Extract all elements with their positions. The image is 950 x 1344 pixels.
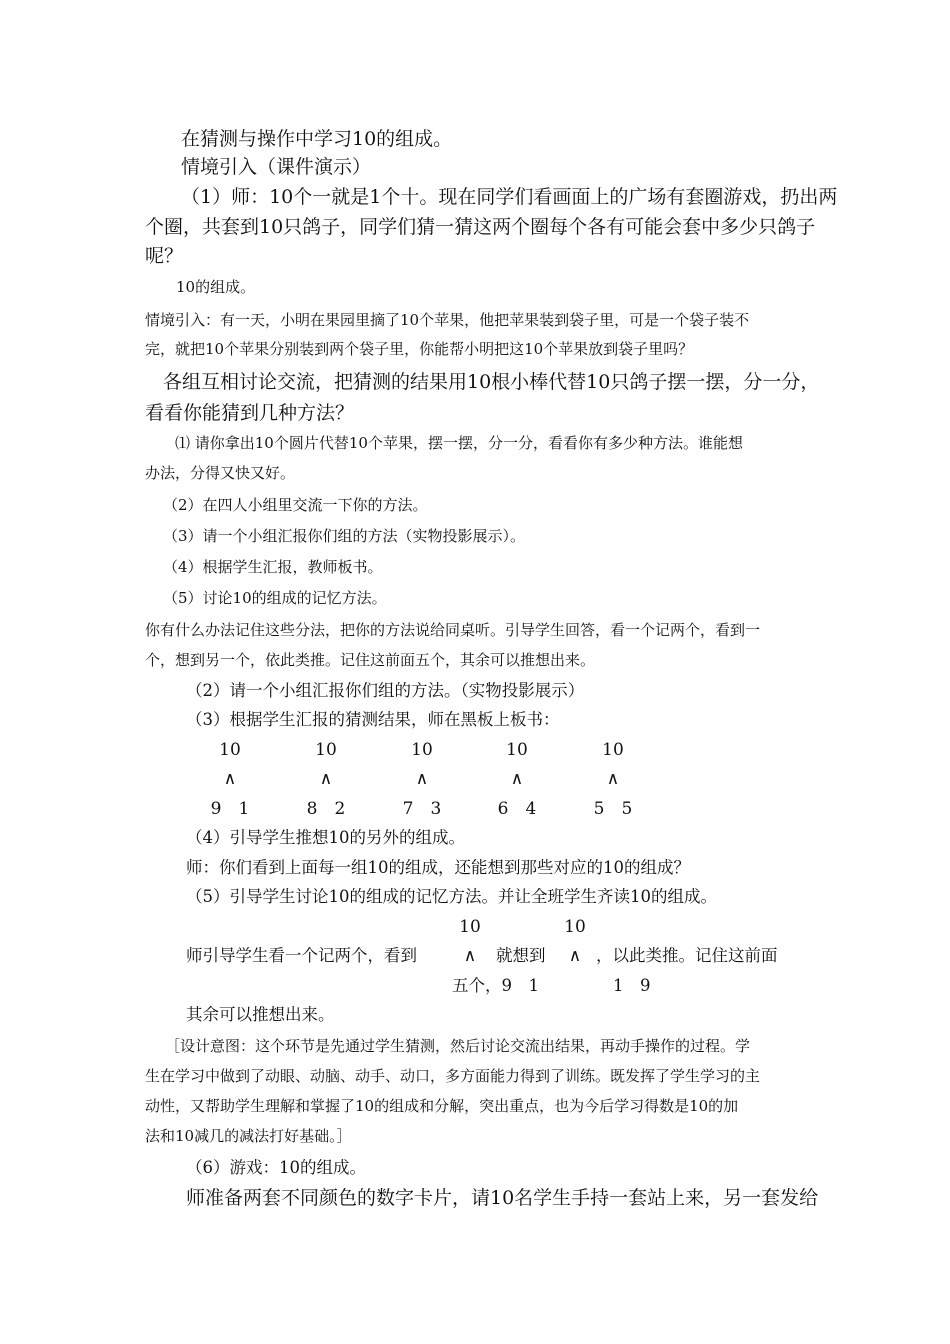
text-line: （4）根据学生汇报，教师板书。 <box>163 558 383 576</box>
inline-total: 10 <box>564 917 586 937</box>
text-line: 其余可以推想出来。 <box>186 1005 335 1024</box>
decomp-pair: 6 4 <box>497 799 537 819</box>
text-line: 完，就把10个苹果分别装到两个袋子里，你能帮小明把这10个苹果放到袋子里吗？ <box>145 340 694 358</box>
design-note-line: 生在学习中做到了动眼、动脑、动手、动口，多方面能力得到了训练。既发挥了学生学习的主 <box>145 1067 761 1085</box>
decomp-caret: ∧ <box>606 769 620 789</box>
decomp-total: 10 <box>315 740 337 760</box>
text-line: 师引导学生看一个记两个，看到 <box>186 946 417 965</box>
text-line: （5）讨论10的组成的记忆方法。 <box>163 589 387 607</box>
decomp-caret: ∧ <box>223 769 237 789</box>
text-line: ⑴ 请你拿出10个圆片代替10个苹果，摆一摆，分一分，看看你有多少种方法。谁能想 <box>175 434 743 452</box>
decomp-pair: 5 5 <box>593 799 633 819</box>
text-line: 五个，9 1 <box>452 976 539 995</box>
text-line: （4）引导学生推想10的另外的组成。 <box>186 828 465 847</box>
text-line: 呢？ <box>145 245 184 267</box>
design-note-line: 动性，又帮助学生理解和掌握了10的组成和分解，突出重点，也为今后学习得数是10的加 <box>145 1097 739 1115</box>
inline-total: 10 <box>459 917 481 937</box>
design-note-line: ［设计意图：这个环节是先通过学生猜测，然后讨论交流出结果，再动手操作的过程。学 <box>165 1037 751 1055</box>
text-line: （3）请一个小组汇报你们组的方法（实物投影展示）。 <box>163 527 526 545</box>
text-line: （3）根据学生汇报的猜测结果，师在黑板上板书： <box>186 710 560 729</box>
text-line: （2）请一个小组汇报你们组的方法。（实物投影展示） <box>186 681 585 700</box>
text-line: 在猜测与操作中学习10的组成。 <box>181 128 453 150</box>
text-line: 10的组成。 <box>176 278 256 296</box>
text-line: 情境引入（课件演示） <box>181 156 372 178</box>
decomp-total: 10 <box>411 740 433 760</box>
text-line: （2）在四人小组里交流一下你的方法。 <box>163 496 428 514</box>
decomp-pair: 9 1 <box>210 799 250 819</box>
text-line: 就想到 <box>496 946 546 965</box>
inline-caret: ∧ <box>463 946 477 966</box>
decomp-pair: 8 2 <box>306 799 346 819</box>
text-line: 师准备两套不同颜色的数字卡片，请10名学生手持一套站上来，另一套发给 <box>186 1187 819 1209</box>
text-line: （6）游戏：10的组成。 <box>186 1158 366 1177</box>
text-line: 师：你们看到上面每一组10的组成，还能想到那些对应的10的组成？ <box>186 858 690 877</box>
text-line: ，以此类推。记住这前面 <box>596 946 778 965</box>
decomp-caret: ∧ <box>510 769 524 789</box>
decomp-caret: ∧ <box>415 769 429 789</box>
decomp-total: 10 <box>506 740 528 760</box>
text-line: （1）师：10个一就是1个十。现在同学们看画面上的广场有套圈游戏，扔出两 <box>181 186 838 208</box>
decomp-caret: ∧ <box>319 769 333 789</box>
decomp-total: 10 <box>602 740 624 760</box>
text-line: 你有什么办法记住这些分法，把你的方法说给同桌听。引导学生回答，看一个记两个，看到一 <box>145 621 761 639</box>
text-line: 1 9 <box>613 976 651 995</box>
decomp-pair: 7 3 <box>402 799 442 819</box>
design-note-line: 法和10减几的减法打好基础。］ <box>145 1127 352 1145</box>
text-line: （5）引导学生讨论10的组成的记忆方法。并让全班学生齐读10的组成。 <box>186 887 717 906</box>
inline-caret: ∧ <box>568 946 582 966</box>
text-line: 情境引入：有一天，小明在果园里摘了10个苹果，他把苹果装到袋子里，可是一个袋子装不 <box>145 311 750 329</box>
text-line: 看看你能猜到几种方法？ <box>145 402 355 424</box>
text-line: 各组互相讨论交流，把猜测的结果用10根小棒代替10只鸽子摆一摆，分一分， <box>163 371 820 393</box>
text-line: 个，想到另一个，依此类推。记住这前面五个，其余可以推想出来。 <box>145 651 596 669</box>
text-line: 个圈，共套到10只鸽子，同学们猜一猜这两个圈每个各有可能会套中多少只鸽子 <box>145 216 816 238</box>
decomp-total: 10 <box>219 740 241 760</box>
text-line: 办法，分得又快又好。 <box>145 464 296 482</box>
